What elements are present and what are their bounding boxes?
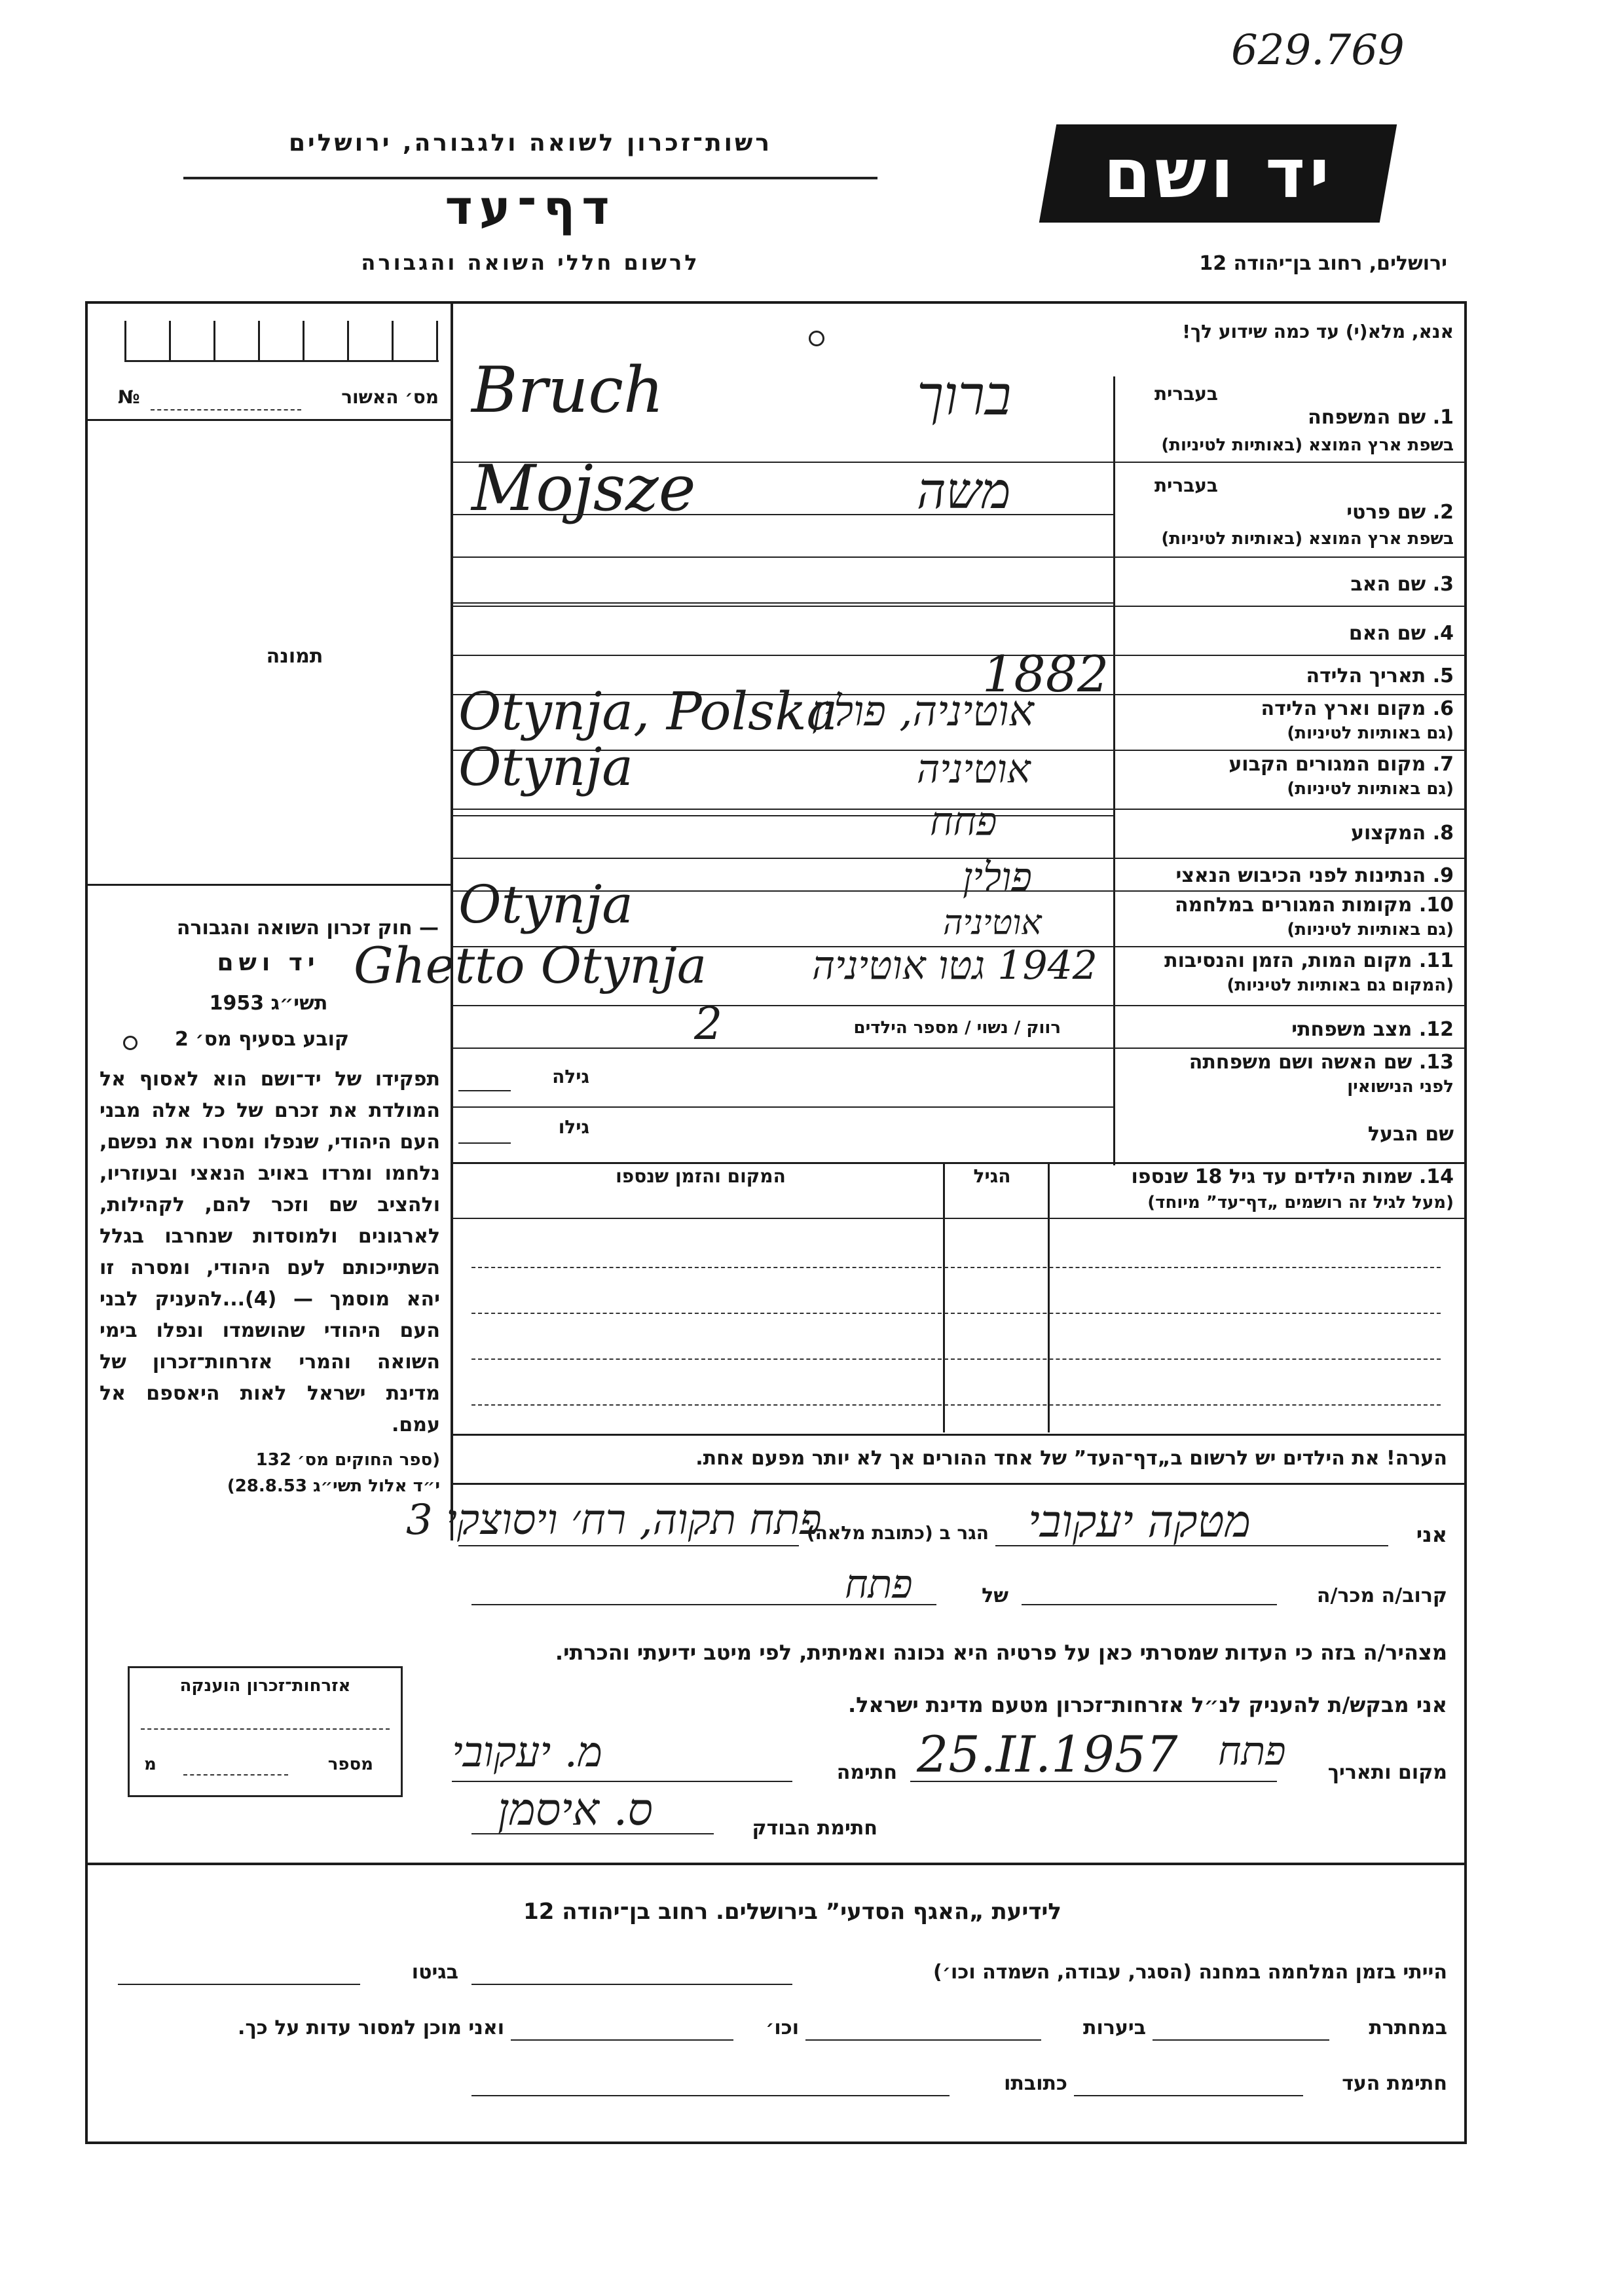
citizenship-number-line: [183, 1774, 288, 1776]
children-row-2: [471, 1313, 1441, 1314]
law-box-reference: (ספר החוקים מס׳ 132: [255, 1450, 440, 1470]
children-header-rule: [453, 1218, 1465, 1219]
underground-line1-field: [471, 1984, 792, 1985]
family-name-latin-value: Bruch: [471, 354, 664, 427]
children-row-4: [471, 1404, 1441, 1406]
first-name-latin-value: Mojsze: [471, 452, 696, 525]
birth-date-value: 1882: [982, 645, 1109, 703]
ghetto-label: בגיטו: [411, 1961, 458, 1984]
forests-label: ביערות: [1083, 2016, 1146, 2039]
field-birth-date-label: 5. תאריך הלידה: [1306, 665, 1454, 687]
field-first-name-label: 2. שם פרטי: [1346, 501, 1454, 524]
witness-signature-field: [1074, 2095, 1303, 2096]
field-family-name-sublabel: בשפת ארץ המוצא (באותיות לטיניות): [1161, 435, 1454, 455]
institution-address: ירושלים, רחוב בן־יהודה 12: [1199, 252, 1447, 275]
place-value: פתח: [1218, 1728, 1286, 1774]
law-box-clause: קובע בסעיף מס׳ 2: [174, 1028, 350, 1051]
reference-number: 629.769: [1231, 26, 1405, 75]
hiding-field: [1153, 2039, 1329, 2041]
hiding-label: במחתרת: [1369, 2016, 1447, 2039]
family-name-hebrew-value: ברוך: [917, 363, 1012, 428]
row-rule-12: [453, 1048, 1465, 1049]
row-rule-4: [453, 655, 1465, 656]
underground-line1-label: הייתי בזמן המלחמה במחנה (הסגר, עבודה, השמדה וכו׳): [933, 1961, 1447, 1984]
citizenship-box-title: אזרחות־זכרון הוענקה: [179, 1676, 351, 1696]
field-death-place-sublabel: (המקום גם באותיות לטיניות): [1227, 975, 1454, 995]
field-birth-place-sublabel: (גם באותיות לטיניות): [1287, 723, 1454, 743]
field-profession-label: 8. המקצוע: [1351, 822, 1454, 845]
approval-number-boxes: [124, 321, 439, 362]
checker-signature-value: ס. איסמן: [498, 1784, 653, 1836]
field-nationality-label: 9. הנתינות לפני הכיבוש הנאצי: [1175, 864, 1454, 887]
profession-value: פחח: [930, 799, 997, 845]
photo-label: תמונה: [266, 645, 323, 668]
witness-signature-label: חתימת העד: [1342, 2072, 1447, 2095]
declarant-name-value: מטקה יעקובי: [1028, 1496, 1251, 1548]
declaration-text: מצהיר/ה בזה כי העדות שמסרתי כאן על פרטיה היא נכונה ואמיתית, לפי מיטב ידיעתי והכרתי.: [555, 1640, 1447, 1665]
approval-number-bottom-rule: [88, 419, 451, 421]
citizenship-number-label: מספר: [327, 1755, 373, 1774]
yad-vashem-logo: [1039, 124, 1397, 223]
field-husband-name-label: שם הבעל: [1367, 1123, 1454, 1146]
row-rule-13: [453, 1106, 1113, 1108]
date-value: 25.II.1957: [917, 1725, 1178, 1783]
field-first-name-hebrew-tag: בעברית: [1154, 475, 1218, 496]
residence-latin-value: Otynja: [458, 737, 633, 797]
children-table-bottom: [453, 1434, 1465, 1436]
forests-field: [805, 2039, 1041, 2041]
approval-number-label: מס׳ האשור: [341, 386, 439, 408]
field-death-place-label: 11. מקום המות, הזמן והנסיבות: [1164, 949, 1454, 972]
declarant-residing-label: הגר ב (כתובת מלאה): [806, 1522, 989, 1544]
law-box-reference-date: י״ד אלול תשי״ג 28.8.53): [227, 1476, 440, 1496]
declarant-relative-label: קרוב/ה מכר/ה: [1316, 1584, 1447, 1607]
declarant-of-line: [471, 1604, 936, 1605]
declarant-i-label: אני: [1416, 1522, 1447, 1547]
note-bottom-rule: [453, 1483, 1465, 1485]
organization-line: רשות־זכרון לשואה ולגבורה, ירושלים: [288, 130, 773, 156]
etc-field: [511, 2039, 733, 2041]
law-box-title: — חוק זכרון השואה והגבורה: [176, 917, 439, 939]
signature-label: חתימה: [836, 1761, 897, 1784]
witness-address-label: כתובתו: [1004, 2072, 1067, 2095]
approval-number-line: [151, 409, 301, 410]
war-residence-latin-value: Otynja: [458, 874, 633, 935]
field-birth-place-label: 6. מקום וארץ הלידה: [1261, 697, 1454, 720]
law-box-logo: יד ושם: [217, 949, 320, 976]
row-rule-8: [453, 858, 1465, 859]
ready-to-testify-label: ואני מוכן למסור עדות על כך.: [238, 2016, 504, 2039]
law-box-year: תשי״ג 1953: [209, 992, 328, 1015]
signature-value: מ. יעקובי: [452, 1728, 602, 1777]
children-col-divider-2: [1048, 1164, 1050, 1432]
punch-hole: [809, 331, 824, 346]
citizenship-request-text: אני מבקש/ת להעניק לנ״ל אזרחות־זכרון מטעם מדינת ישראל.: [848, 1692, 1447, 1717]
children-count-value: 2: [694, 998, 723, 1050]
field-war-residence-sublabel: (גם באותיות לטיניות): [1287, 920, 1454, 939]
approval-number-symbol: №: [118, 386, 140, 408]
form-instruction: אנא, מלא(י) עד כמה שידוע לך!: [1182, 321, 1454, 342]
checker-signature-line: [471, 1833, 714, 1834]
form-title: דף־עד: [445, 180, 616, 235]
children-section-sublabel: (מעל לגיל זה רושמים „דף־עד” מיוחד): [1147, 1193, 1454, 1212]
field-family-name-label: 1. שם המשפחה: [1308, 406, 1454, 429]
husband-age-line: [458, 1142, 511, 1144]
row-rule-husband: [453, 1162, 1465, 1164]
marital-status-options: רווק / נשוי / מספר הילדים: [853, 1018, 1061, 1038]
etc-label: וכו׳: [766, 2016, 799, 2039]
field-wife-name-sublabel: לפני הנישואין: [1347, 1077, 1454, 1097]
birth-place-latin-value: Otynja, Polska: [458, 681, 838, 742]
field-marital-status-label: 12. מצב משפחתי: [1291, 1018, 1454, 1041]
place-date-line: [910, 1781, 1277, 1782]
field-mother-name-label: 4. שם האם: [1348, 622, 1454, 645]
checker-signature-label: חתימת הבודק: [752, 1817, 877, 1840]
citizenship-number-suffix: מ: [144, 1755, 157, 1774]
wife-age-line: [458, 1090, 511, 1091]
row-rule-3: [453, 606, 1465, 607]
field-residence-label: 7. מקום המגורים הקבוע: [1228, 753, 1454, 776]
row-rule-3a: [453, 602, 1113, 604]
declarant-address-value: פתח תקוה, רח׳ ויסוצקי 3: [406, 1496, 822, 1544]
law-box-bullet: [123, 1036, 138, 1050]
signature-line: [452, 1781, 792, 1782]
field-residence-sublabel: (גם באותיות לטיניות): [1287, 779, 1454, 799]
children-age-header: הגיל: [973, 1165, 1011, 1187]
field-first-name-sublabel: בשפת ארץ המוצא (באותיות לטיניות): [1161, 529, 1454, 549]
death-place-latin-value: Ghetto Otynja: [354, 936, 707, 994]
citizenship-box-line-1: [141, 1728, 390, 1730]
row-rule-11: [453, 1005, 1465, 1006]
field-family-name-hebrew-tag: בעברית: [1154, 383, 1218, 405]
law-box-top-rule: [88, 884, 451, 886]
children-row-1: [471, 1267, 1441, 1268]
witness-address-field: [471, 2095, 950, 2096]
logo-text: יד ושם: [1103, 134, 1333, 213]
children-col-divider-1: [943, 1164, 945, 1432]
underground-top-rule: [88, 1863, 1465, 1865]
organization-underline: [183, 177, 877, 179]
row-rule-8a: [453, 815, 1113, 816]
row-rule-2: [453, 556, 1465, 558]
place-date-label: מקום ותאריך: [1327, 1761, 1447, 1784]
death-place-hebrew-value: 1942 גטו אוטיניה: [812, 943, 1098, 989]
declarant-of-label: של: [982, 1584, 1008, 1607]
ghetto-field: [118, 1984, 360, 1985]
residence-hebrew-value: אוטיניה: [917, 746, 1031, 792]
nationality-value: פולין: [963, 854, 1032, 900]
law-box-text: תפקידו של יד־ושם הוא לאסוף אל המולדת את זכרם של כל אלה מבני העם היהודי, שנפלו ומסרו את נפשם, נלחמו ומרדו באויב הנאצי ובעוזריו, ולהציב שם וזכר להם, לקהילות, לארגונים ולמוסדות שנחרבו בגלל השתייכותם לעם היהודי, ומסרה זו יהא מוסמך — (4)...להעניק לבני העם היהודי שהושמדו ונפלו בימי השואה והמרי אזרחות־זכרון של מדינת ישראל לאות היאספם אל עמם.: [100, 1068, 440, 1436]
field-wife-name-label: 13. שם האשה ושם משפחתה: [1189, 1051, 1454, 1074]
form-subtitle: לרשום חללי השואה והגבורה: [361, 250, 700, 275]
field-war-residence-label: 10. מקומות המגורים במלחמה: [1175, 894, 1454, 917]
war-residence-hebrew-value: אוטיניה: [943, 903, 1042, 943]
children-row-3: [471, 1358, 1441, 1360]
declarant-address-line: [458, 1545, 799, 1546]
declarant-relative-line: [1022, 1604, 1277, 1605]
children-note: הערה! את הילדים יש לרשום ב„דף־העד” של אחד ההורים אך לא יותר מפעם אחת.: [695, 1447, 1447, 1470]
field-father-name-label: 3. שם האב: [1350, 573, 1454, 596]
declarant-name-line: [995, 1545, 1388, 1546]
children-place-header: המקום והזמן שנספו: [616, 1165, 786, 1187]
birth-place-hebrew-value: אוטיניה, פולין: [812, 687, 1034, 736]
children-section-label: 14. שמות הילדים עד גיל 18 שנספו: [1131, 1165, 1454, 1188]
first-name-hebrew-value: משה: [917, 462, 1011, 520]
husband-age-label: גילו: [558, 1116, 589, 1138]
declarant-relation-value: פתח: [845, 1561, 913, 1607]
row-rule-2a: [453, 514, 1113, 515]
left-column-divider: [451, 303, 453, 1540]
underground-title: לידיעת „האגף הסדעי” בירושלים. רחוב בן־יהודה 12: [523, 1899, 1061, 1925]
wife-age-label: גילה: [552, 1066, 589, 1087]
